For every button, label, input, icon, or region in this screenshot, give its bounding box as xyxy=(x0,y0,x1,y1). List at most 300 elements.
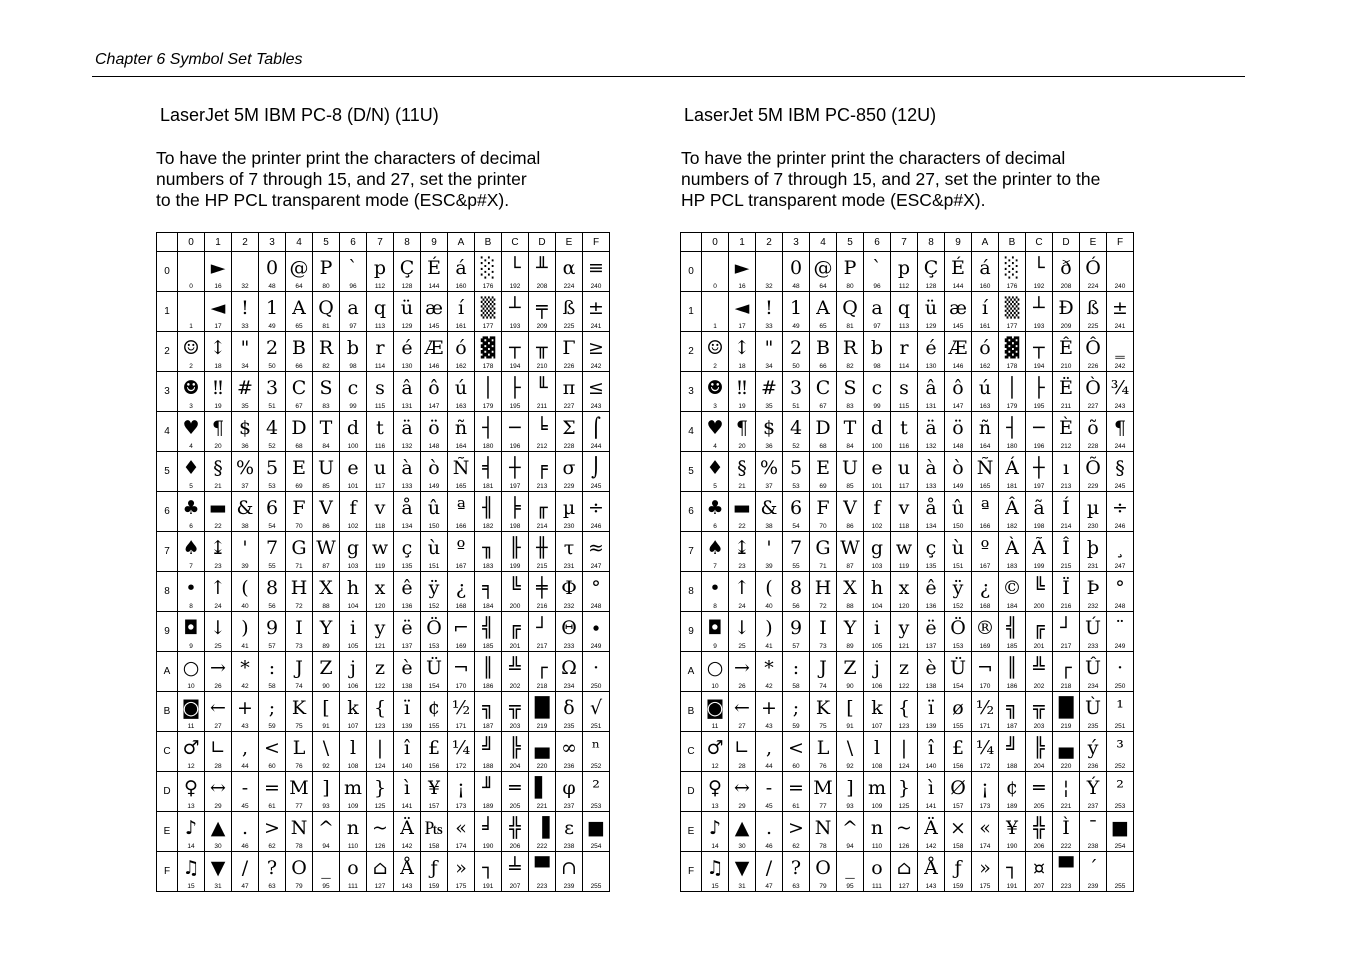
char-cell xyxy=(891,612,918,652)
decimal-code: 137 xyxy=(925,643,937,650)
glyph: ô xyxy=(952,377,964,399)
glyph: · xyxy=(1116,657,1124,679)
decimal-code: 233 xyxy=(1087,643,1099,650)
glyph: 1 xyxy=(265,297,279,319)
glyph: ╗ xyxy=(482,697,494,719)
glyph: ┌ xyxy=(536,657,548,679)
decimal-code: 108 xyxy=(871,763,883,770)
decimal-code: 110 xyxy=(347,843,359,850)
decimal-code: 56 xyxy=(268,603,276,610)
decimal-code: 232 xyxy=(1087,603,1099,610)
decimal-code: 163 xyxy=(455,403,467,410)
decimal-code: 239 xyxy=(563,883,575,890)
decimal-code: 35 xyxy=(765,403,773,410)
decimal-code: 181 xyxy=(1006,483,1018,490)
row-header: 2 xyxy=(157,332,178,372)
char-cell xyxy=(259,852,286,892)
char-cell xyxy=(810,492,837,532)
decimal-code: 109 xyxy=(347,803,359,810)
header-rule xyxy=(92,76,1245,77)
decimal-code: 230 xyxy=(563,523,575,530)
glyph: è xyxy=(401,657,413,679)
glyph: f xyxy=(349,497,357,519)
decimal-code: 248 xyxy=(590,603,602,610)
decimal-code: 243 xyxy=(1114,403,1126,410)
glyph: Ê xyxy=(1059,337,1073,359)
glyph: x xyxy=(898,577,910,599)
glyph: û xyxy=(427,497,441,519)
char-cell xyxy=(891,692,918,732)
decimal-code: 149 xyxy=(952,483,964,490)
char-cell xyxy=(529,572,556,612)
char-cell xyxy=(367,292,394,332)
char-cell xyxy=(891,532,918,572)
glyph: ® xyxy=(975,617,995,639)
decimal-code: 119 xyxy=(374,563,386,570)
decimal-code: 176 xyxy=(1006,283,1018,290)
decimal-code: 107 xyxy=(871,723,883,730)
column-header: 9 xyxy=(421,233,448,252)
decimal-code: 122 xyxy=(374,683,386,690)
char-cell xyxy=(340,252,367,292)
decimal-code: 240 xyxy=(1114,283,1126,290)
table-row xyxy=(157,452,610,492)
glyph: ╗ xyxy=(1006,697,1018,719)
char-cell xyxy=(313,532,340,572)
decimal-code: 157 xyxy=(428,803,440,810)
char-cell xyxy=(178,852,205,892)
decimal-code: 61 xyxy=(792,803,800,810)
glyph: x xyxy=(374,577,386,599)
decimal-code: 58 xyxy=(792,683,800,690)
glyph: d xyxy=(870,417,884,439)
char-cell xyxy=(729,492,756,532)
decimal-code: 19 xyxy=(214,403,222,410)
glyph: Å xyxy=(924,857,938,879)
glyph: ¶ xyxy=(735,417,749,439)
char-cell xyxy=(556,652,583,692)
decimal-code: 31 xyxy=(214,883,222,890)
char-cell xyxy=(972,692,999,732)
glyph: ) xyxy=(765,617,773,639)
decimal-code: 242 xyxy=(590,363,602,370)
decimal-code: 192 xyxy=(509,283,521,290)
glyph: | xyxy=(376,737,384,759)
char-cell xyxy=(945,372,972,412)
glyph: < xyxy=(788,737,804,759)
char-cell xyxy=(864,332,891,372)
decimal-code: 158 xyxy=(428,843,440,850)
decimal-code: 4 xyxy=(713,443,717,450)
glyph: π xyxy=(562,377,576,399)
glyph: n xyxy=(870,817,884,839)
decimal-code: 217 xyxy=(536,643,548,650)
char-cell xyxy=(529,652,556,692)
decimal-code: 36 xyxy=(241,443,249,450)
decimal-code: 153 xyxy=(952,643,964,650)
decimal-code: 99 xyxy=(873,403,881,410)
char-cell xyxy=(394,452,421,492)
glyph: Ü xyxy=(949,657,966,679)
char-cell xyxy=(232,652,259,692)
glyph: À xyxy=(1005,537,1019,559)
char-cell xyxy=(945,652,972,692)
decimal-code: 44 xyxy=(765,763,773,770)
glyph: ╚ xyxy=(509,577,521,599)
glyph: » xyxy=(455,857,467,879)
char-cell xyxy=(340,372,367,412)
char-cell xyxy=(367,252,394,292)
glyph: Ù xyxy=(1084,697,1101,719)
glyph: ½ xyxy=(975,697,995,719)
char-cell xyxy=(475,372,502,412)
glyph: N xyxy=(290,817,308,839)
glyph: + xyxy=(237,697,253,719)
glyph: ☻ xyxy=(706,377,724,399)
decimal-code: 189 xyxy=(482,803,494,810)
decimal-code: 84 xyxy=(846,443,854,450)
decimal-code: 225 xyxy=(1087,323,1099,330)
glyph: ( xyxy=(765,577,773,599)
char-cell xyxy=(259,332,286,372)
char-cell xyxy=(702,852,729,892)
glyph: • xyxy=(709,577,721,599)
glyph: 5 xyxy=(265,457,279,479)
char-cell xyxy=(972,772,999,812)
decimal-code: 95 xyxy=(846,883,854,890)
char-cell xyxy=(178,652,205,692)
char-cell xyxy=(837,412,864,452)
glyph: j xyxy=(350,657,356,679)
glyph: ♥ xyxy=(706,417,724,439)
decimal-code: 142 xyxy=(925,843,937,850)
column-header: 3 xyxy=(259,233,286,252)
table-row xyxy=(681,572,1134,612)
char-cell xyxy=(232,612,259,652)
decimal-code: 119 xyxy=(898,563,910,570)
decimal-code: 238 xyxy=(1087,843,1099,850)
decimal-code: 169 xyxy=(455,643,467,650)
decimal-code: 52 xyxy=(268,443,276,450)
decimal-code: 71 xyxy=(295,563,303,570)
decimal-code: 197 xyxy=(1033,483,1045,490)
char-cell xyxy=(502,572,529,612)
decimal-code: 210 xyxy=(1060,363,1072,370)
decimal-code: 118 xyxy=(374,523,386,530)
glyph: ♫ xyxy=(182,857,200,879)
decimal-code: 88 xyxy=(322,603,330,610)
char-cell xyxy=(448,492,475,532)
char-cell xyxy=(205,812,232,852)
glyph: ▲ xyxy=(210,817,226,839)
char-cell xyxy=(864,492,891,532)
decimal-code: 22 xyxy=(214,523,222,530)
glyph: ◙ xyxy=(705,697,725,719)
char-cell xyxy=(529,692,556,732)
char-cell xyxy=(999,572,1026,612)
glyph: ╦ xyxy=(509,697,521,719)
glyph: ↕ xyxy=(210,337,226,359)
glyph: à xyxy=(401,457,413,479)
decimal-code: 243 xyxy=(590,403,602,410)
decimal-code: 238 xyxy=(563,843,575,850)
char-cell xyxy=(367,332,394,372)
decimal-code: 158 xyxy=(952,843,964,850)
char-cell xyxy=(313,612,340,652)
char-cell xyxy=(583,612,610,652)
glyph: - xyxy=(765,777,773,799)
decimal-code: 28 xyxy=(214,763,222,770)
glyph: ♣ xyxy=(182,497,200,519)
glyph: J xyxy=(819,657,827,679)
char-cell xyxy=(556,292,583,332)
decimal-code: 248 xyxy=(1114,603,1126,610)
decimal-code: 121 xyxy=(898,643,910,650)
glyph: 2 xyxy=(789,337,803,359)
char-cell xyxy=(702,372,729,412)
glyph: Ü xyxy=(425,657,442,679)
char-cell xyxy=(232,732,259,772)
char-cell xyxy=(729,332,756,372)
decimal-code: 123 xyxy=(898,723,910,730)
char-cell xyxy=(837,532,864,572)
decimal-code: 174 xyxy=(979,843,991,850)
glyph: ¨ xyxy=(1115,617,1125,639)
glyph: ╔ xyxy=(509,617,521,639)
char-cell xyxy=(313,452,340,492)
char-cell xyxy=(837,252,864,292)
char-cell xyxy=(448,292,475,332)
decimal-code: 198 xyxy=(1033,523,1045,530)
glyph: ┬ xyxy=(1033,337,1045,359)
char-cell xyxy=(259,412,286,452)
decimal-code: 217 xyxy=(1060,643,1072,650)
decimal-code: 120 xyxy=(898,603,910,610)
glyph: ░ xyxy=(480,257,496,279)
decimal-code: 97 xyxy=(349,323,357,330)
decimal-code: 23 xyxy=(214,563,222,570)
glyph: " xyxy=(764,337,774,359)
char-cell xyxy=(999,732,1026,772)
decimal-code: 180 xyxy=(1006,443,1018,450)
decimal-code: 102 xyxy=(871,523,883,530)
char-cell xyxy=(864,372,891,412)
row-header: A xyxy=(157,652,178,692)
char-cell xyxy=(556,612,583,652)
char-cell xyxy=(810,252,837,292)
column-header: F xyxy=(1107,233,1134,252)
char-cell xyxy=(972,532,999,572)
char-cell xyxy=(810,532,837,572)
char-cell xyxy=(313,772,340,812)
glyph: [ xyxy=(322,697,330,719)
glyph: P xyxy=(319,257,333,279)
glyph: s xyxy=(375,377,385,399)
char-cell xyxy=(367,612,394,652)
decimal-code: 220 xyxy=(536,763,548,770)
glyph: δ xyxy=(563,697,575,719)
decimal-code: 165 xyxy=(455,483,467,490)
row-header: 3 xyxy=(157,372,178,412)
char-cell xyxy=(178,612,205,652)
glyph: ≥ xyxy=(588,337,604,359)
decimal-code: 113 xyxy=(898,323,910,330)
decimal-code: 100 xyxy=(871,443,883,450)
glyph: ◙ xyxy=(181,697,201,719)
decimal-code: 112 xyxy=(898,283,910,290)
char-cell xyxy=(891,732,918,772)
char-cell xyxy=(702,812,729,852)
decimal-code: 115 xyxy=(374,403,386,410)
decimal-code: 228 xyxy=(1087,443,1099,450)
glyph: a xyxy=(347,297,359,319)
decimal-code: 179 xyxy=(482,403,494,410)
decimal-code: 241 xyxy=(1114,323,1126,330)
decimal-code: 81 xyxy=(322,323,330,330)
decimal-code: 96 xyxy=(873,283,881,290)
char-cell xyxy=(178,332,205,372)
decimal-code: 101 xyxy=(347,483,359,490)
decimal-code: 188 xyxy=(482,763,494,770)
corner-cell xyxy=(157,233,178,252)
char-cell xyxy=(448,692,475,732)
decimal-code: 39 xyxy=(241,563,249,570)
char-cell xyxy=(999,372,1026,412)
glyph: @ xyxy=(813,257,833,279)
column-header: 1 xyxy=(729,233,756,252)
glyph: ⌠ xyxy=(591,417,601,439)
column-header: C xyxy=(1026,233,1053,252)
glyph: Õ xyxy=(1085,457,1101,479)
glyph: ∞ xyxy=(561,737,577,759)
decimal-code: 175 xyxy=(455,883,467,890)
glyph xyxy=(178,256,204,280)
glyph: ▌ xyxy=(534,777,550,799)
decimal-code: 140 xyxy=(401,763,413,770)
char-cell xyxy=(448,652,475,692)
char-cell xyxy=(178,252,205,292)
decimal-code: 213 xyxy=(1060,483,1072,490)
glyph: \ xyxy=(322,737,330,759)
glyph: o xyxy=(871,857,883,879)
glyph: o xyxy=(347,857,359,879)
char-cell xyxy=(313,372,340,412)
decimal-code: 191 xyxy=(1006,883,1018,890)
char-cell xyxy=(864,292,891,332)
char-cell xyxy=(918,772,945,812)
page-header: Chapter 6 Symbol Set Tables xyxy=(95,51,303,68)
decimal-code: 45 xyxy=(241,803,249,810)
glyph: M xyxy=(813,777,833,799)
left-description-line: To have the printer print the characters of decimal xyxy=(156,148,541,168)
glyph: ↔ xyxy=(734,777,750,799)
decimal-code: 111 xyxy=(872,883,882,890)
char-cell xyxy=(1026,292,1053,332)
decimal-code: 218 xyxy=(1060,683,1072,690)
decimal-code: 231 xyxy=(1087,563,1099,570)
char-cell xyxy=(1053,652,1080,692)
char-cell xyxy=(259,252,286,292)
glyph: ¿ xyxy=(455,577,467,599)
row-header: 8 xyxy=(681,572,702,612)
char-cell xyxy=(1053,412,1080,452)
char-cell xyxy=(864,692,891,732)
glyph: Z xyxy=(319,657,333,679)
char-cell xyxy=(918,252,945,292)
decimal-code: 207 xyxy=(1033,883,1045,890)
glyph: ∟ xyxy=(210,737,226,759)
decimal-code: 205 xyxy=(509,803,521,810)
decimal-code: 214 xyxy=(536,523,548,530)
decimal-code: 75 xyxy=(819,723,827,730)
decimal-code: 190 xyxy=(1006,843,1018,850)
char-cell xyxy=(702,572,729,612)
char-cell xyxy=(1026,572,1053,612)
glyph: p xyxy=(897,257,911,279)
glyph: w xyxy=(371,537,389,559)
glyph: ; xyxy=(792,697,800,719)
glyph: ¶ xyxy=(1113,417,1127,439)
char-cell xyxy=(313,652,340,692)
char-cell xyxy=(1107,292,1134,332)
glyph: . xyxy=(241,817,249,839)
char-cell xyxy=(702,332,729,372)
table-row xyxy=(157,692,610,732)
glyph: + xyxy=(761,697,777,719)
decimal-code: 29 xyxy=(214,803,222,810)
char-cell xyxy=(999,652,1026,692)
row-header: 7 xyxy=(681,532,702,572)
char-cell xyxy=(529,852,556,892)
glyph: ° xyxy=(591,577,601,599)
row-header: A xyxy=(681,652,702,692)
glyph: 3 xyxy=(265,377,279,399)
row-header: E xyxy=(681,812,702,852)
char-cell xyxy=(702,252,729,292)
char-cell xyxy=(864,612,891,652)
glyph: W xyxy=(840,537,860,559)
decimal-code: 38 xyxy=(765,523,773,530)
decimal-code: 167 xyxy=(979,563,991,570)
char-cell xyxy=(583,852,610,892)
glyph: ı xyxy=(1062,457,1070,479)
decimal-code: 193 xyxy=(509,323,521,330)
row-header: B xyxy=(157,692,178,732)
char-cell xyxy=(972,412,999,452)
char-cell xyxy=(421,412,448,452)
glyph: I xyxy=(819,617,827,639)
decimal-code: 62 xyxy=(268,843,276,850)
decimal-code: 10 xyxy=(187,683,195,690)
decimal-code: 168 xyxy=(455,603,467,610)
char-cell xyxy=(367,572,394,612)
glyph: ╩ xyxy=(509,657,521,679)
glyph: ù xyxy=(427,537,441,559)
left-description-line: numbers of 7 through 15, and 27, set the printer xyxy=(156,169,527,189)
glyph: ⌡ xyxy=(591,457,601,479)
decimal-code: 209 xyxy=(1060,323,1072,330)
char-cell xyxy=(313,292,340,332)
glyph: $ xyxy=(238,417,252,439)
decimal-code: 2 xyxy=(189,363,193,370)
decimal-code: 147 xyxy=(428,403,440,410)
glyph: ¢ xyxy=(1005,777,1019,799)
table-row xyxy=(681,332,1134,372)
decimal-code: 237 xyxy=(1087,803,1099,810)
char-cell xyxy=(421,812,448,852)
char-cell xyxy=(421,372,448,412)
glyph: S xyxy=(843,377,857,399)
